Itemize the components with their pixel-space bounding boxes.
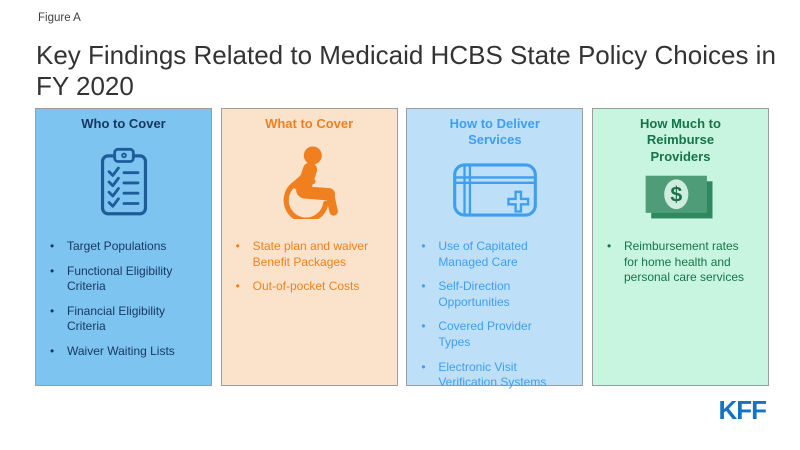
card-header: Who to Cover bbox=[81, 116, 166, 131]
card-bullet-list bbox=[222, 239, 397, 295]
card-bullet-list bbox=[36, 239, 211, 360]
bullet-item: • Target Populations bbox=[48, 239, 197, 255]
bullet-item: • Use of Capitated Managed Care bbox=[419, 239, 568, 270]
bullet-item: • Covered Provider Types bbox=[419, 319, 568, 350]
card-bullet-list bbox=[593, 239, 768, 286]
kff-logo: KFF bbox=[718, 395, 766, 425]
dollar-sign: $ bbox=[670, 182, 683, 207]
card-top bbox=[36, 109, 211, 231]
bullet-item: • Reimbursement rates for home health and personal care services bbox=[605, 239, 754, 286]
card-top bbox=[407, 109, 582, 231]
card-header: How Much to Reimburse Providers bbox=[640, 116, 721, 164]
cards-row bbox=[35, 108, 769, 390]
bullet-item: • Functional Eligibility Criteria bbox=[48, 264, 197, 295]
card-top bbox=[593, 109, 768, 231]
figure-label: Figure A bbox=[38, 12, 81, 24]
bullet-item: • Self-Direction Opportunities bbox=[419, 279, 568, 310]
insurance-card-icon bbox=[452, 149, 538, 232]
clipboard-checklist-icon bbox=[96, 132, 152, 231]
bullet-item: • Electronic Visit Verification Systems bbox=[419, 360, 568, 391]
wheelchair-icon bbox=[273, 132, 345, 231]
bullet-item: • Out-of-pocket Costs bbox=[234, 279, 383, 295]
card-how-to-deliver-services bbox=[406, 108, 583, 390]
bullet-item: • Waiver Waiting Lists bbox=[48, 344, 197, 360]
card-top bbox=[222, 109, 397, 231]
card-what-to-cover bbox=[221, 108, 398, 386]
bullet-item: • Financial Eligibility Criteria bbox=[48, 304, 197, 335]
card-header: How to Deliver Services bbox=[449, 116, 540, 148]
card-who-to-cover bbox=[35, 108, 212, 386]
bullet-item: • State plan and waiver Benefit Packages bbox=[234, 239, 383, 270]
card-header: What to Cover bbox=[265, 116, 354, 131]
card-how-much-to-reimburse-providers bbox=[592, 108, 769, 386]
page-title: Key Findings Related to Medicaid HCBS State Policy Choices in FY 2020 bbox=[36, 40, 776, 101]
card-bullet-list bbox=[407, 239, 582, 391]
money-bill-icon bbox=[641, 165, 719, 231]
